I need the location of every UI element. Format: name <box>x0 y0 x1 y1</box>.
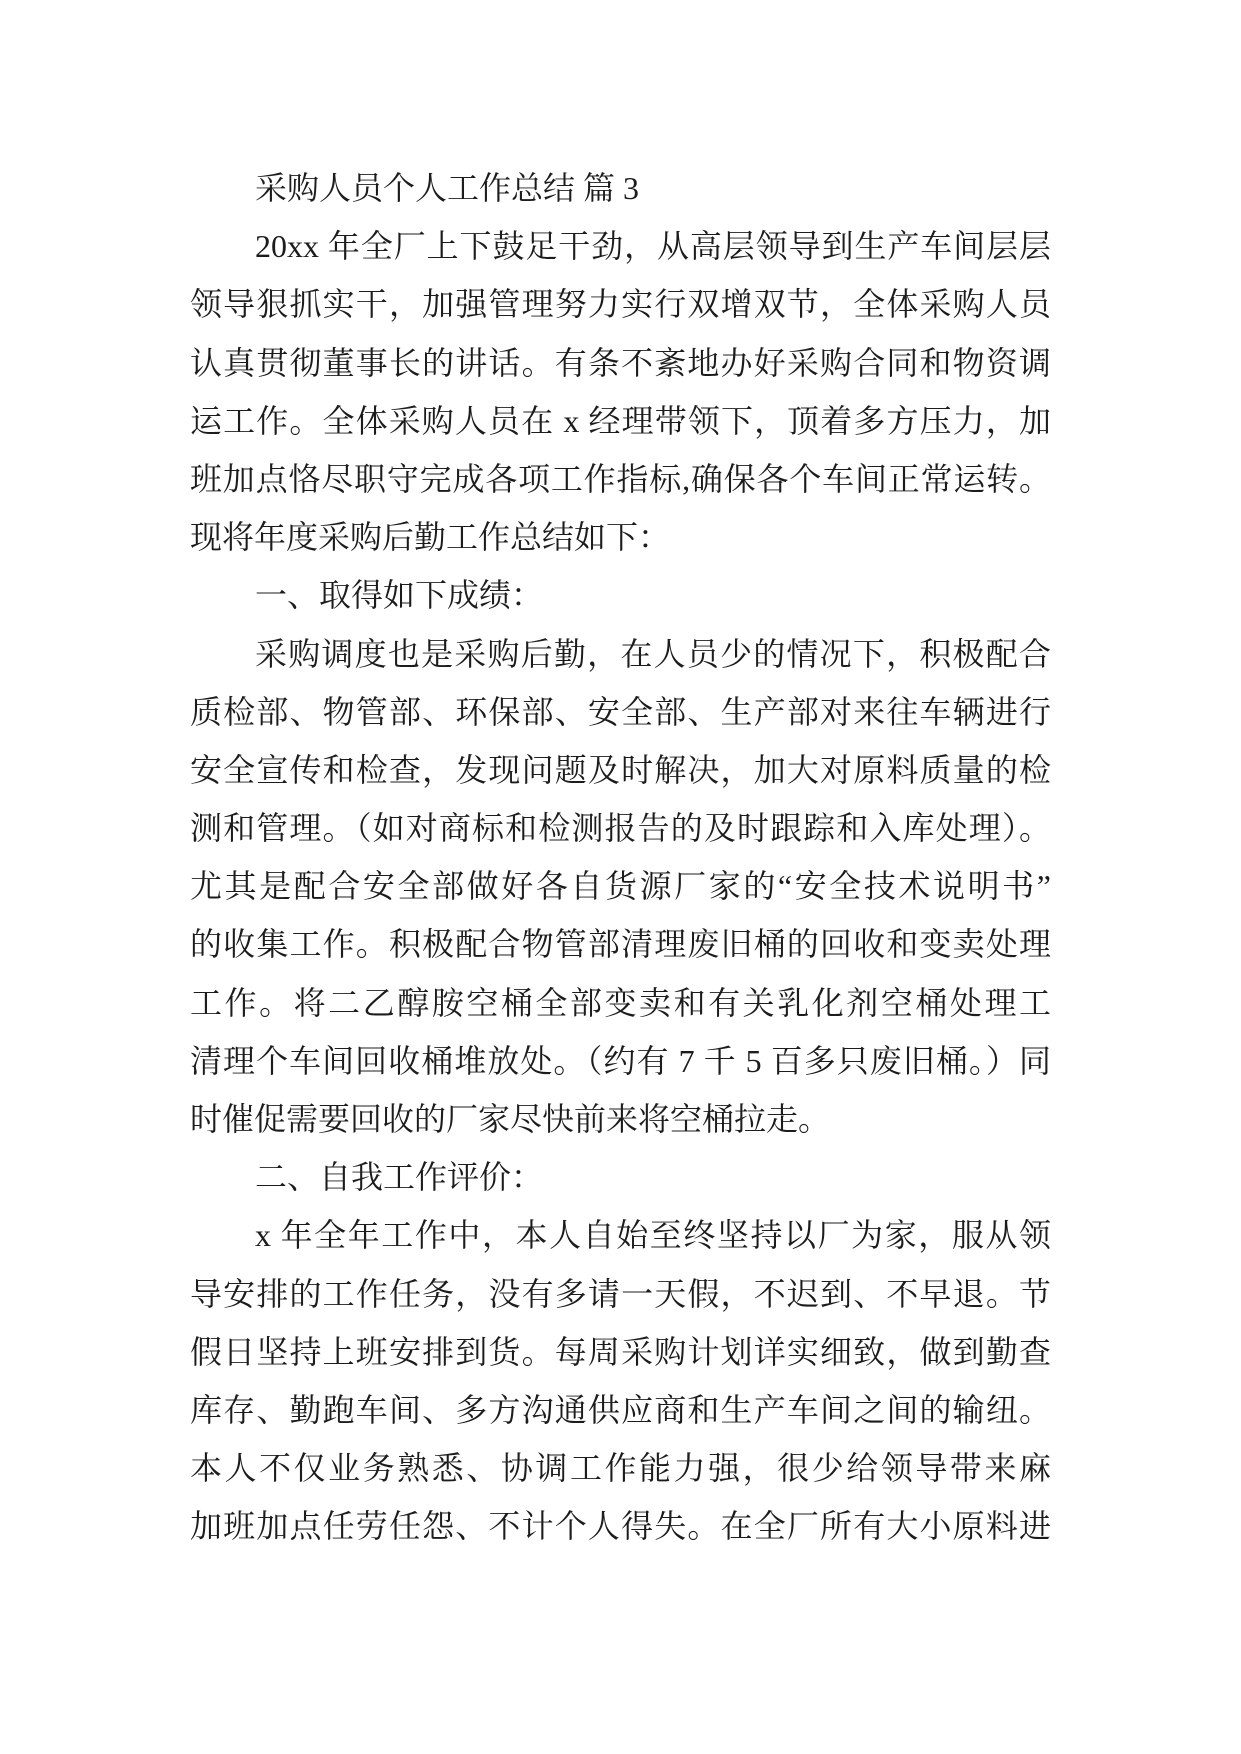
section-1-paragraph <box>190 625 1051 1149</box>
paragraph-line: 质检部、物管部、环保部、安全部、生产部对来往车辆进行 <box>190 693 1051 730</box>
paragraph-line: 时催促需要回收的厂家尽快前来将空桶拉走。 <box>190 1101 831 1137</box>
paragraph-line: 假日坚持上班安排到货。每周采购计划详实细致，做到勤查 <box>190 1333 1051 1370</box>
paragraph-line: 清理个车间回收桶堆放处。（约有 7 千 5 百多只废旧桶。）同 <box>190 1042 1051 1079</box>
paragraph-line: 认真贯彻董事长的讲话。有条不紊地办好采购合同和物资调 <box>190 344 1051 381</box>
paragraph-line: 采购调度也是采购后勤，在人员少的情况下，积极配合 <box>255 635 1051 672</box>
paragraph-line: 尤其是配合安全部做好各自货源厂家的“安全技术说明书” <box>190 868 1051 905</box>
document-title: 采购人员个人工作总结 篇 3 <box>255 170 640 206</box>
section-2-paragraph <box>190 1206 1051 1555</box>
intro-paragraph <box>190 217 1051 566</box>
paragraph-line: 现将年度采购后勤工作总结如下： <box>190 519 671 556</box>
paragraph-line: 安全宣传和检查，发现问题及时解决，加大对原料质量的检 <box>190 751 1051 788</box>
paragraph-line: 工作。将二乙醇胺空桶全部变卖和有关乳化剂空桶处理工 <box>190 984 1051 1021</box>
paragraph-line: 测和管理。（如对商标和检测报告的及时跟踪和入库处理）。 <box>190 810 1051 847</box>
paragraph-line: 库存、勤跑车间、多方沟通供应商和生产车间之间的输纽。 <box>190 1391 1051 1428</box>
paragraph-line: 加班加点任劳任怨、不计个人得失。在全厂所有大小原料进 <box>190 1508 1051 1545</box>
paragraph-line: 的收集工作。积极配合物管部清理废旧桶的回收和变卖处理 <box>190 926 1051 963</box>
paragraph-line: 领导狠抓实干，加强管理努力实行双增双节，全体采购人员 <box>190 286 1051 323</box>
section-heading: 一、取得如下成绩： <box>255 577 544 614</box>
paragraph-line: 导安排的工作任务，没有多请一天假，不迟到、不早退。节 <box>190 1275 1051 1312</box>
paragraph-line: x 年全年工作中，本人自始至终坚持以厂为家，服从领 <box>255 1217 1051 1254</box>
paragraph-line: 本人不仅业务熟悉、协调工作能力强，很少给领导带来麻 <box>190 1450 1051 1487</box>
section-heading: 二、自我工作评价： <box>255 1159 544 1196</box>
paragraph-line: 20xx 年全厂上下鼓足干劲，从高层领导到生产车间层层 <box>255 228 1051 265</box>
paragraph-line: 运工作。全体采购人员在 x 经理带领下，顶着多方压力，加 <box>190 402 1051 439</box>
paragraph-line: 班加点恪尽职守完成各项工作指标,确保各个车间正常运转。 <box>190 460 1051 497</box>
